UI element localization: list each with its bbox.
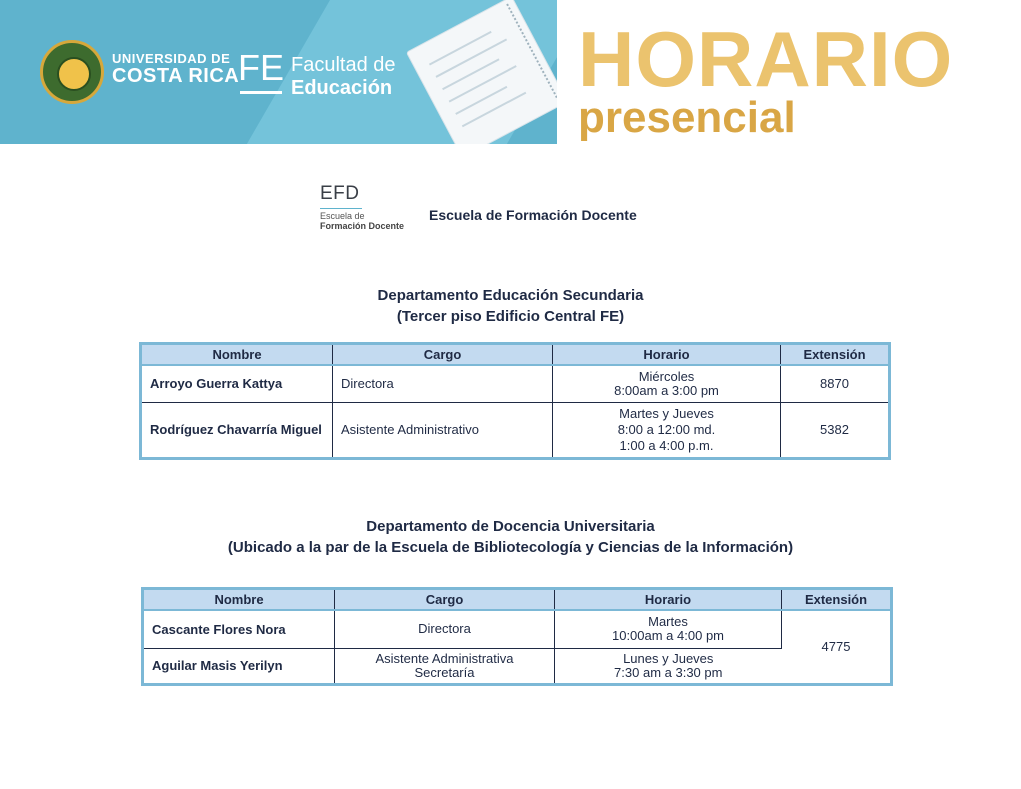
table-header-row — [143, 589, 892, 611]
efd-logo: EFD Escuela de Formación Docente — [320, 183, 405, 231]
col-nombre: Nombre — [143, 589, 335, 611]
col-nombre: Nombre — [141, 344, 333, 366]
dept2-table — [141, 587, 893, 686]
col-cargo: Cargo — [335, 589, 555, 611]
extension-cell: 4775 — [782, 610, 892, 684]
dept2-title: Departamento de Docencia Universitaria (Ubicado a la par de la Escuela de Bibliotecología y Ciencias de la Información) — [227, 518, 794, 556]
table-row: Aguilar Masis Yerilyn Asistente Administrativa Secretaría Lunes y Jueves 7:30 am a 3:30 pm — [143, 648, 892, 684]
university-seal-icon — [40, 40, 104, 104]
university-logo: UNIVERSIDAD DE COSTA RICA — [112, 51, 240, 87]
table-row: Arroyo Guerra Kattya Directora Miércoles 8:00am a 3:00 pm 8870 — [141, 365, 890, 402]
faculty-logo-text: Facultad de Educación — [291, 54, 396, 99]
faculty-logo-mark: FE — [238, 47, 285, 88]
page-subtitle: presencial — [578, 93, 796, 142]
col-cargo: Cargo — [333, 344, 553, 366]
col-extension: Extensión — [782, 589, 892, 611]
table-row: Cascante Flores Nora Directora Martes 10:00am a 4:00 pm 4775 — [143, 610, 892, 648]
col-horario: Horario — [555, 589, 782, 611]
dept1-title: Departamento Educación Secundaria (Tercer piso Edificio Central FE) — [377, 287, 644, 325]
header-banner — [0, 0, 557, 144]
table-header-row — [141, 344, 890, 366]
table-row: Rodríguez Chavarría Miguel Asistente Administrativo Martes y Jueves 8:00 a 12:00 md. 1:00 a 4:00 p.m. 5382 — [141, 402, 890, 458]
col-horario: Horario — [553, 344, 781, 366]
dept1-table — [139, 342, 891, 460]
school-title: Escuela de Formación Docente — [429, 207, 637, 223]
col-extension: Extensión — [781, 344, 890, 366]
page-title: HORARIO — [578, 15, 954, 103]
